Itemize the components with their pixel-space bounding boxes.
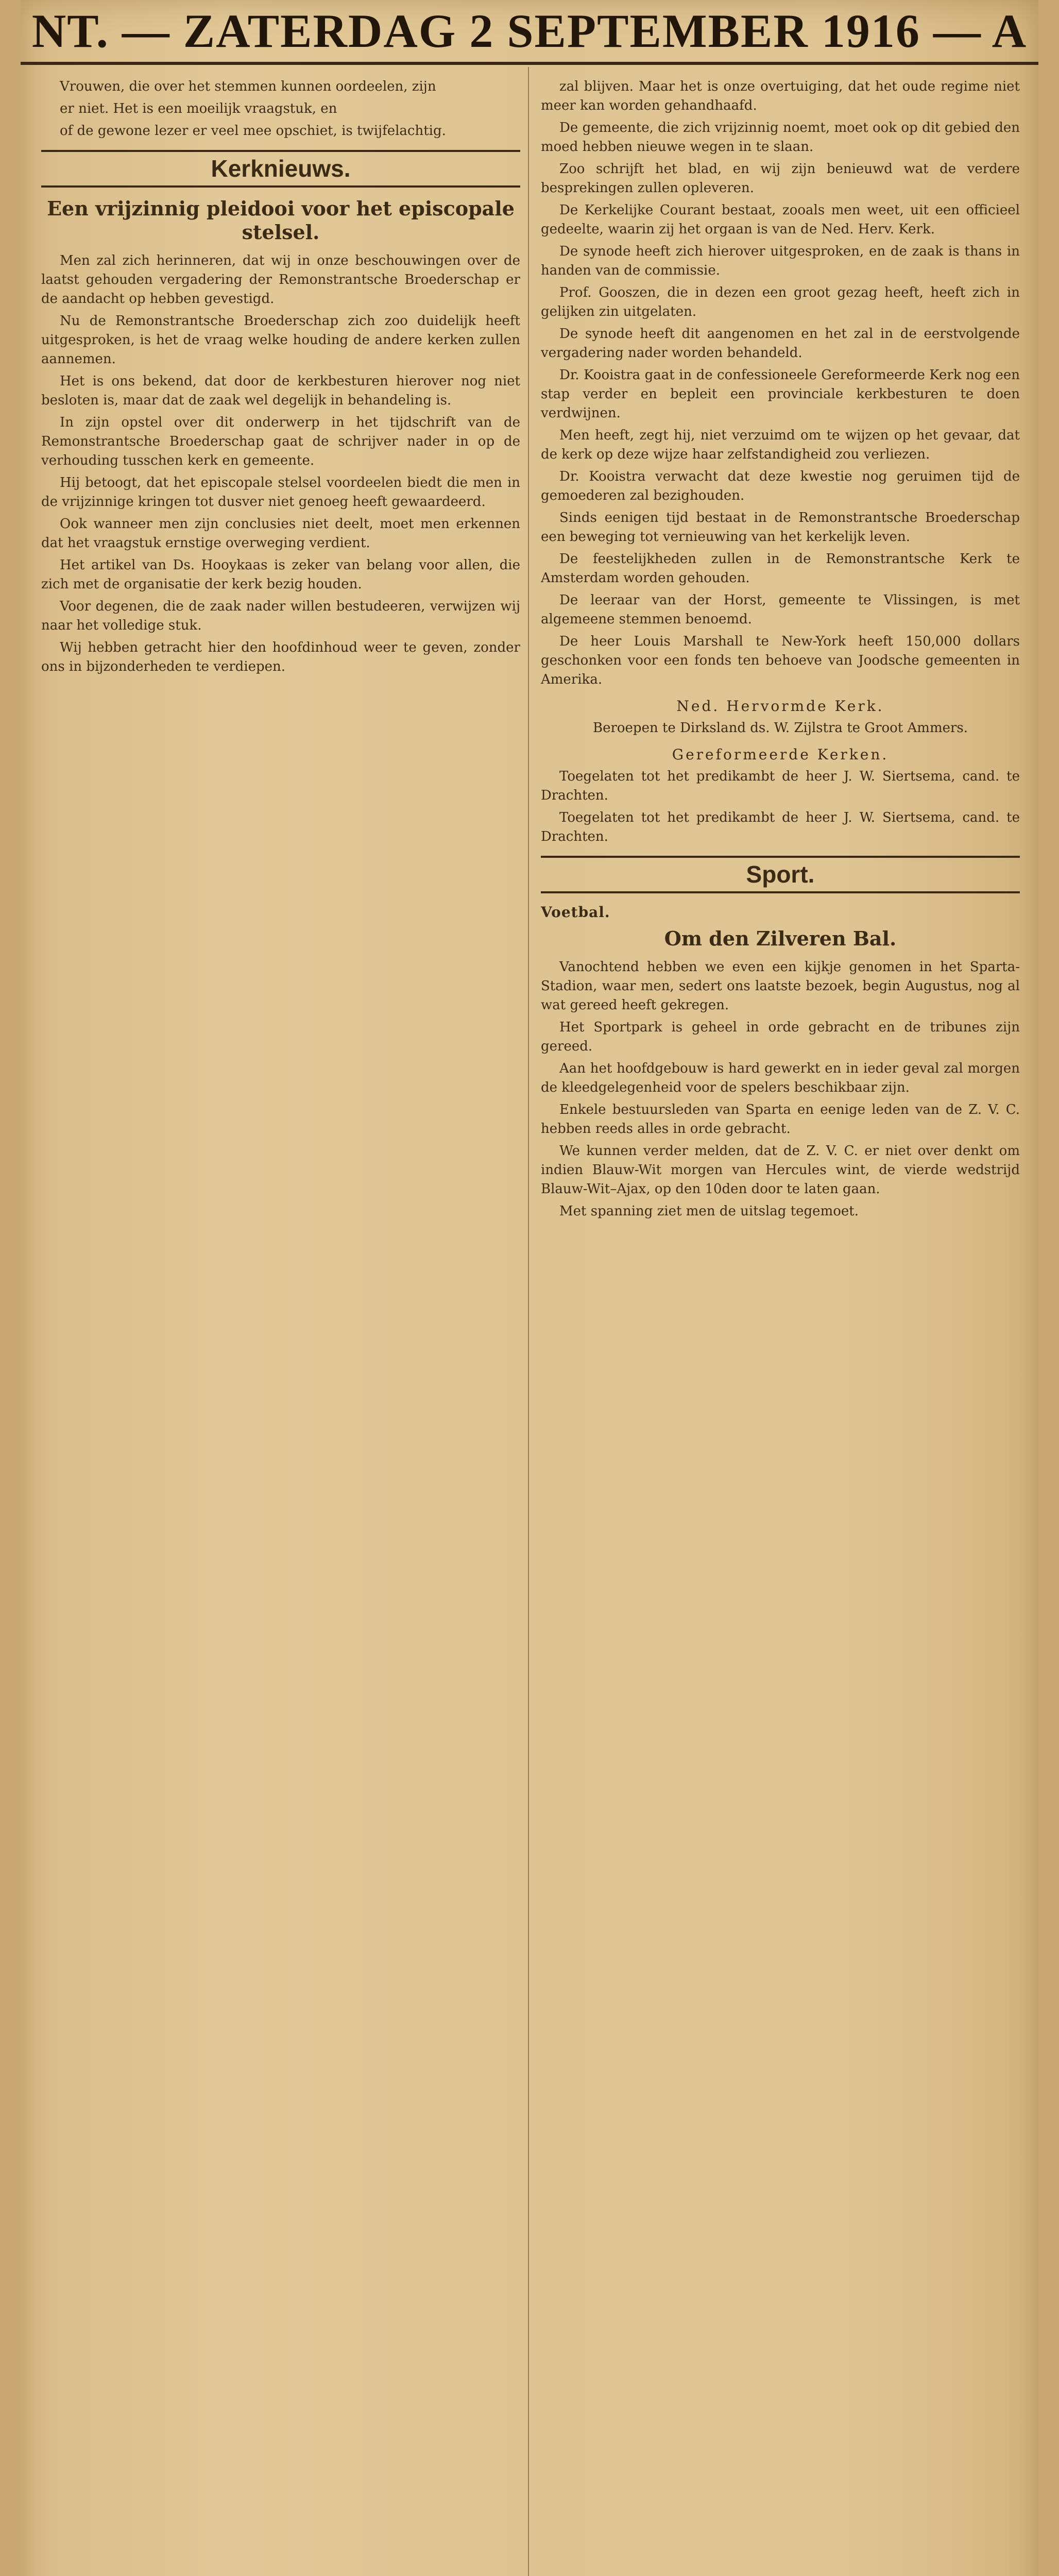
legaat: De heer Louis Marshall te New-York heeft 150,000 dollars geschonken voor een fonds ten behoeve van Joodsche gemeenten in Amerika. xyxy=(541,634,1020,687)
left-column xyxy=(41,77,520,680)
newspaper-page xyxy=(21,0,1038,2576)
kerkelijke-courant-1: De Kerkelijke Courant bestaat, zooals men weet, uit een officieel gedeelte, waarin zij het orgaan is van de Ned. Herv. Kerk. xyxy=(541,202,1020,237)
masthead-date: NT. — ZATERDAG 2 SEPTEMBER 1916 — A xyxy=(31,5,1028,57)
article-title-zilveren-bal: Om den Zilveren Bal. xyxy=(664,927,897,950)
kerkelijke-courant-2: De synode heeft zich hierover uitgesproken, en de zaak is thans in handen van de commissie. xyxy=(541,244,1020,278)
voetbal-subhead: Voetbal. xyxy=(541,904,610,921)
left-body-8: Voor degenen, die de zaak nader willen bestudeeren, verwijzen wij naar het volledige stuk. xyxy=(41,599,520,633)
ned-herv-line: Beroepen te Dirksland ds. W. Zijlstra te Groot Ammers. xyxy=(592,720,968,736)
left-body-9: Wij hebben getracht hier den hoofdinhoud weer te geven, zonder ons in bijzonderheden te verdiepen. xyxy=(41,640,520,674)
left-intro-1: Vrouwen, die over het stemmen kunnen oordeelen, zijn xyxy=(60,79,436,94)
left-body-1: Men zal zich herinneren, dat wij in onze beschouwingen over de laatst gehouden vergadering der Remonstrantsche Broederschap er de aandacht op hebben gevestigd. xyxy=(41,253,520,307)
left-body-4: In zijn opstel over dit onderwerp in het tijdschrift van de Remonstrantsche Broederschap gaat de schrijver nader in op de verhouding tusschen kerk en gemeente. xyxy=(41,415,520,468)
section-sport: Sport. xyxy=(541,856,1020,893)
left-body-5: Hij betoogt, dat het episcopale stelsel voordeelen biedt die men in de vrijzinnige kringen tot dusver niet genoeg heeft gewaardeerd. xyxy=(41,475,520,510)
left-intro-3: of de gewone lezer er veel mee opschiet, is twijfelachtig. xyxy=(60,123,446,139)
geref-heading: Gereformeerde Kerken. xyxy=(672,746,889,763)
left-intro-2: er niet. Het is een moeilijk vraagstuk, en xyxy=(60,101,337,116)
kerkelijke-courant-3: Prof. Gooszen, die in dezen een groot gezag heeft, heeft zich in gelijken zin uitgelaten. xyxy=(541,285,1020,319)
sport-body-3: Aan het hoofdgebouw is hard gewerkt en in ieder geval zal morgen de kleedgelegenheid voor de spelers beschikbaar zijn. xyxy=(541,1061,1020,1095)
section-kerknieuws: Kerknieuws. xyxy=(41,150,520,188)
sport-body-5: We kunnen verder melden, dat de Z. V. C. er niet over denkt om indien Blauw-Wit morgen van Hercules wint, de vierde wedstrijd Blauw-Wit–Ajax, op den 10den door te laten gaan. xyxy=(541,1143,1020,1197)
kerkelijke-courant-4: De synode heeft dit aangenomen en het zal in de eerstvolgende vergadering nader worden behandeld. xyxy=(541,326,1020,361)
jubileum-1: Sinds eenigen tijd bestaat in de Remonstrantsche Broederschap een beweging tot vernieuwing van het kerkelijk leven. xyxy=(541,510,1020,545)
article-title-episcopaal: Een vrijzinnig pleidooi voor het episcopale stelsel. xyxy=(47,197,515,244)
sport-body-2: Het Sportpark is geheel in orde gebracht en de tribunes zijn gereed. xyxy=(541,1020,1020,1054)
sport-body-4: Enkele bestuursleden van Sparta en eenige leden van de Z. V. C. hebben reeds alles in orde gebracht. xyxy=(541,1102,1020,1137)
ned-herv-heading: Ned. Hervormde Kerk. xyxy=(676,698,884,715)
left-body-2: Nu de Remonstrantsche Broederschap zich zoo duidelijk heeft uitgesproken, is het de vraag welke houding de andere kerken zullen aannemen. xyxy=(41,313,520,367)
left-body-7: Het artikel van Ds. Hooykaas is zeker van belang voor allen, die zich met de organisatie der kerk bezig houden. xyxy=(41,557,520,592)
right-column xyxy=(541,77,1020,1224)
sport-body-1: Vanochtend hebben we even een kijkje genomen in het Sparta-Stadion, waar men, sedert ons laatste bezoek, begin Augustus, nog al wat gereed heeft gekregen. xyxy=(541,959,1020,1013)
column-divider xyxy=(528,67,529,2576)
right-intro-1: zal blijven. Maar het is onze overtuiging, dat het oude regime niet meer kan worden gehandhaafd. xyxy=(541,79,1020,113)
geref-line-1: Toegelaten tot het predikambt de heer J. W. Siertsema, cand. te Drachten. xyxy=(541,769,1020,803)
masthead xyxy=(21,0,1038,65)
left-body-6: Ook wanneer men zijn conclusies niet deelt, moet men erkennen dat het vraagstuk ernstige overweging verdient. xyxy=(41,516,520,551)
geref-line-2: Toegelaten tot het predikambt de heer J. W. Siertsema, cand. te Drachten. xyxy=(541,810,1020,844)
kerkelijke-courant-7: Dr. Kooistra verwacht dat deze kwestie nog geruimen tijd de gemoederen zal bezighouden. xyxy=(541,469,1020,503)
benoeming: De leeraar van der Horst, gemeente te Vlissingen, is met algemeene stemmen benoemd. xyxy=(541,592,1020,627)
jubileum-2: De feestelijkheden zullen in de Remonstrantsche Kerk te Amsterdam worden gehouden. xyxy=(541,551,1020,586)
right-intro-2: De gemeente, die zich vrijzinnig noemt, moet ook op dit gebied den moed hebben nieuwe wegen in te slaan. xyxy=(541,120,1020,155)
right-intro-3: Zoo schrijft het blad, en wij zijn benieuwd wat de verdere besprekingen zullen opleveren. xyxy=(541,161,1020,196)
sport-body-6: Met spanning ziet men de uitslag tegemoet. xyxy=(559,1204,859,1219)
kerkelijke-courant-6: Men heeft, zegt hij, niet verzuimd om te wijzen op het gevaar, dat de kerk op deze wijze haar zelfstandigheid zou verliezen. xyxy=(541,428,1020,462)
left-body-3: Het is ons bekend, dat door de kerkbesturen hierover nog niet besloten is, maar dat de zaak wel degelijk in behandeling is. xyxy=(41,374,520,408)
kerkelijke-courant-5: Dr. Kooistra gaat in de confessioneele Gereformeerde Kerk nog een stap verder en bepleit een provinciale kerkbesturen te doen verdwijnen. xyxy=(541,367,1020,421)
